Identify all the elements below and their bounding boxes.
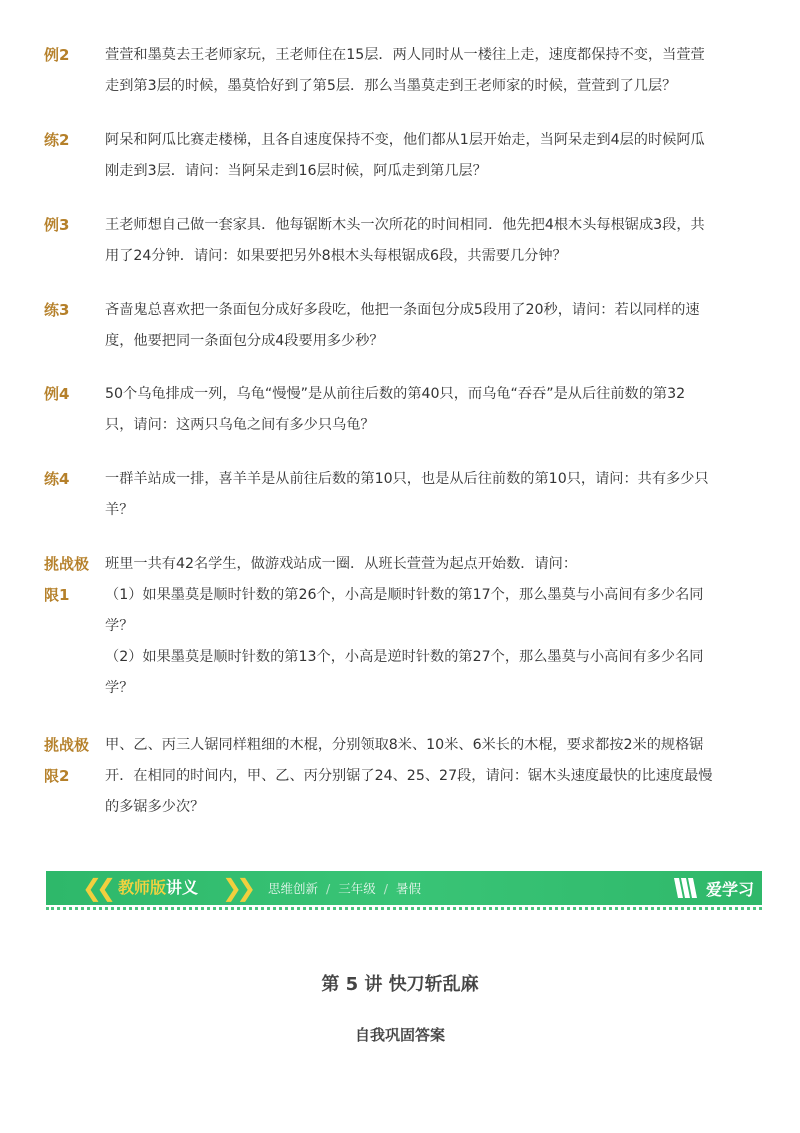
problem-line: （1）如果墨莫是顺时针数的第26个，小高是顺时针数的第17个，那么墨莫与小高间有多少名同 <box>105 587 704 603</box>
problem-tag: 练2 <box>44 131 70 149</box>
problem-text <box>105 379 760 441</box>
problem-tag <box>44 730 102 792</box>
brand-title <box>118 877 198 899</box>
problem-line: 萱萱和墨莫去王老师家玩，王老师住在15层．两人同时从一楼往上走，速度都保持不变，当萱萱 <box>105 47 705 63</box>
breadcrumb-separator: / <box>326 881 331 896</box>
problem-line: 的多锯多少次？ <box>105 799 205 815</box>
brand-title-part: 教师版 <box>118 878 167 897</box>
problem-line: 阿呆和阿瓜比赛走楼梯，且各自速度保持不变，他们都从1层开始走，当阿呆走到4层的时候阿瓜 <box>105 132 705 148</box>
problem-text <box>105 40 760 102</box>
problem-line: 羊？ <box>105 502 134 518</box>
problem-pr4 <box>44 464 760 526</box>
logo-stripes-icon <box>674 878 700 898</box>
problem-line: 刚走到3层．请问：当阿呆走到16层时候，阿瓜走到第几层？ <box>105 163 487 179</box>
dotted-divider <box>46 907 762 910</box>
breadcrumb <box>268 880 421 898</box>
double-chevron-left-icon: ❮❮ <box>82 874 111 902</box>
problem-text <box>105 210 760 272</box>
answer-section-title: 自我巩固答案 <box>354 1026 445 1044</box>
problem-tag: 练4 <box>44 470 70 488</box>
problem-tag-line: 挑战极 <box>44 736 90 754</box>
problem-text <box>105 464 760 526</box>
problem-tag-line: 限2 <box>44 767 70 785</box>
problem-line: 用了24分钟．请问：如果要把另外8根木头每根锯成6段，共需要几分钟？ <box>105 248 567 264</box>
problem-line: 王老师想自己做一套家具．他每锯断木头一次所花的时间相同．他先把4根木头每根锯成3段，共 <box>105 217 705 233</box>
problem-tag: 例2 <box>44 46 70 64</box>
problem-tag: 例3 <box>44 216 70 234</box>
problem-line: 开．在相同的时间内，甲、乙、丙分别锯了24、25、27段，请问：锯木头速度最快的比速度最慢 <box>105 768 713 784</box>
problem-line: 一群羊站成一排，喜羊羊是从前往后数的第10只，也是从后往前数的第10只，请问：共有多少只 <box>105 471 709 487</box>
logo-text: 爱学习 <box>705 879 754 899</box>
problem-challenge2 <box>44 730 760 823</box>
double-chevron-right-icon: ❯❯ <box>222 874 251 902</box>
breadcrumb-separator: / <box>383 881 388 896</box>
problem-tag: 例4 <box>44 385 70 403</box>
problem-text <box>105 295 760 357</box>
problem-tag: 练3 <box>44 301 70 319</box>
problem-text <box>105 125 760 187</box>
problem-line: 甲、乙、丙三人锯同样粗细的木棍，分别领取8米、10米、6米长的木棍，要求都按2米的规格锯 <box>105 737 704 753</box>
problem-text <box>105 549 760 704</box>
lecture-title: 第 5 讲 快刀斩乱麻 <box>321 974 479 995</box>
problem-line: 走到第3层的时候，墨莫恰好到了第5层．那么当墨莫走到王老师家的时候，萱萱到了几层？ <box>105 78 677 94</box>
problem-text <box>105 730 760 823</box>
header-banner <box>46 871 762 905</box>
problem-line: 班里一共有42名学生，做游戏站成一圈．从班长萱萱为起点开始数．请问： <box>105 556 578 572</box>
problem-line: 学？ <box>105 618 134 634</box>
problem-line: （2）如果墨莫是顺时针数的第13个，小高是逆时针数的第27个，那么墨莫与小高间有多少名同 <box>105 649 704 665</box>
problem-challenge1 <box>44 549 760 704</box>
problem-ex4 <box>44 379 760 441</box>
problem-ex2 <box>44 40 760 102</box>
problem-line: 50个乌龟排成一列，乌龟“慢慢”是从前往后数的第40只，而乌龟“吞吞”是从后往前数的第32 <box>105 386 686 402</box>
problem-line: 只，请问：这两只乌龟之间有多少只乌龟？ <box>105 417 375 433</box>
breadcrumb-item: 三年级 <box>338 881 376 896</box>
breadcrumb-item: 暑假 <box>395 881 421 896</box>
breadcrumb-item: 思维创新 <box>268 881 319 896</box>
problem-tag-line: 限1 <box>44 586 70 604</box>
problem-line: 学？ <box>105 680 134 696</box>
brand-logo <box>674 876 754 900</box>
problem-ex3 <box>44 210 760 272</box>
problem-tag-line: 挑战极 <box>44 555 90 573</box>
problem-line: 吝啬鬼总喜欢把一条面包分成好多段吃，他把一条面包分成5段用了20秒，请问：若以同样的速 <box>105 302 700 318</box>
brand-title-part: 讲义 <box>166 878 199 897</box>
problem-line: 度，他要把同一条面包分成4段要用多少秒？ <box>105 333 384 349</box>
problem-pr2 <box>44 125 760 187</box>
problem-tag <box>44 549 102 611</box>
problem-pr3 <box>44 295 760 357</box>
